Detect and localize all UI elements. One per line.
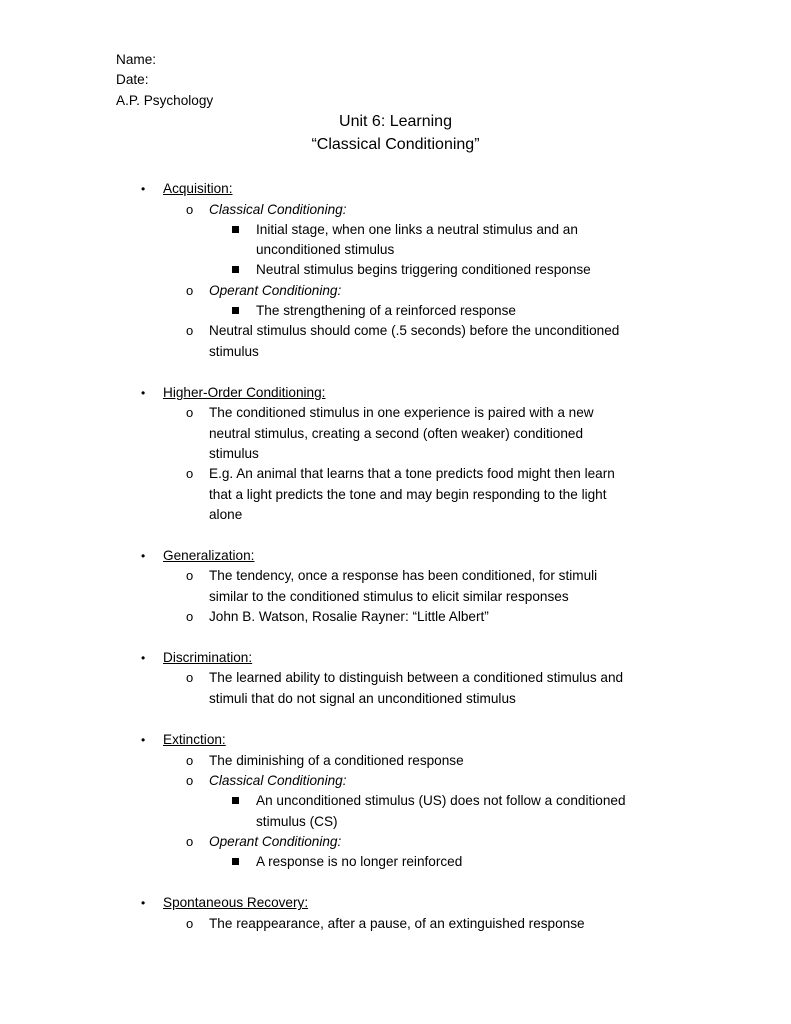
section-heading-extinction: Extinction: bbox=[163, 732, 226, 747]
list-item: The strengthening of a reinforced response bbox=[256, 303, 516, 318]
list-item: The conditioned stimulus in one experience is paired with a new bbox=[209, 405, 594, 420]
course-label: A.P. Psychology bbox=[116, 93, 214, 108]
bullet-dot: • bbox=[141, 896, 146, 910]
list-item-continuation: stimulus bbox=[209, 344, 259, 359]
list-item-continuation: neutral stimulus, creating a second (often weaker) conditioned bbox=[209, 426, 584, 441]
bullet-dot: • bbox=[141, 549, 146, 563]
sublabel-operant: Operant Conditioning: bbox=[209, 283, 342, 298]
date-label: Date: bbox=[116, 72, 149, 87]
list-item-continuation: that a light predicts the tone and may begin responding to the light bbox=[209, 487, 607, 502]
bullet-square bbox=[232, 307, 239, 314]
list-item: An unconditioned stimulus (US) does not follow a conditioned bbox=[256, 793, 626, 808]
bullet-dot: • bbox=[141, 733, 146, 747]
page-title: Unit 6: Learning bbox=[339, 113, 452, 130]
bullet-dot: • bbox=[141, 386, 146, 400]
bullet-square bbox=[232, 858, 239, 865]
list-item: The tendency, once a response has been conditioned, for stimuli bbox=[209, 568, 598, 583]
bullet-circle: o bbox=[186, 283, 194, 298]
list-item-continuation: alone bbox=[209, 507, 243, 522]
list-item: The diminishing of a conditioned response bbox=[209, 753, 464, 768]
section-heading-acquisition: Acquisition: bbox=[163, 181, 233, 196]
bullet-circle: o bbox=[186, 323, 194, 338]
page-subtitle: “Classical Conditioning” bbox=[311, 136, 480, 153]
list-item: Initial stage, when one links a neutral stimulus and an bbox=[256, 222, 578, 237]
bullet-circle: o bbox=[186, 202, 194, 217]
sublabel-operant: Operant Conditioning: bbox=[209, 834, 342, 849]
bullet-square bbox=[232, 797, 239, 804]
bullet-square bbox=[232, 226, 239, 233]
bullet-dot: • bbox=[141, 651, 146, 665]
list-item-continuation: stimulus bbox=[209, 446, 259, 461]
bullet-circle: o bbox=[186, 916, 194, 931]
sublabel-classical: Classical Conditioning: bbox=[209, 773, 347, 788]
list-item: The reappearance, after a pause, of an extinguished response bbox=[209, 916, 585, 931]
list-item: Neutral stimulus begins triggering conditioned response bbox=[256, 262, 591, 277]
section-heading-generalization: Generalization: bbox=[163, 548, 255, 563]
list-item-continuation: similar to the conditioned stimulus to elicit similar responses bbox=[209, 589, 569, 604]
list-item-continuation: stimulus (CS) bbox=[256, 814, 338, 829]
list-item: Neutral stimulus should come (.5 seconds) before the unconditioned bbox=[209, 323, 620, 338]
bullet-circle: o bbox=[186, 773, 194, 788]
list-item: The learned ability to distinguish between a conditioned stimulus and bbox=[209, 670, 624, 685]
name-label: Name: bbox=[116, 52, 157, 67]
bullet-circle: o bbox=[186, 670, 194, 685]
section-heading-spontaneous-recovery: Spontaneous Recovery: bbox=[163, 895, 309, 910]
list-item: E.g. An animal that learns that a tone predicts food might then learn bbox=[209, 466, 615, 481]
bullet-square bbox=[232, 266, 239, 273]
bullet-circle: o bbox=[186, 568, 194, 583]
bullet-circle: o bbox=[186, 609, 194, 624]
sublabel-classical: Classical Conditioning: bbox=[209, 202, 347, 217]
section-heading-discrimination: Discrimination: bbox=[163, 650, 253, 665]
list-item: John B. Watson, Rosalie Rayner: “Little Albert” bbox=[209, 609, 489, 624]
bullet-dot: • bbox=[141, 182, 146, 196]
bullet-circle: o bbox=[186, 834, 194, 849]
list-item: A response is no longer reinforced bbox=[256, 854, 463, 869]
list-item-continuation: stimuli that do not signal an unconditioned stimulus bbox=[209, 691, 516, 706]
bullet-circle: o bbox=[186, 753, 194, 768]
section-heading-higher-order: Higher-Order Conditioning: bbox=[163, 385, 326, 400]
bullet-circle: o bbox=[186, 405, 194, 420]
bullet-circle: o bbox=[186, 466, 194, 481]
list-item-continuation: unconditioned stimulus bbox=[256, 242, 395, 257]
